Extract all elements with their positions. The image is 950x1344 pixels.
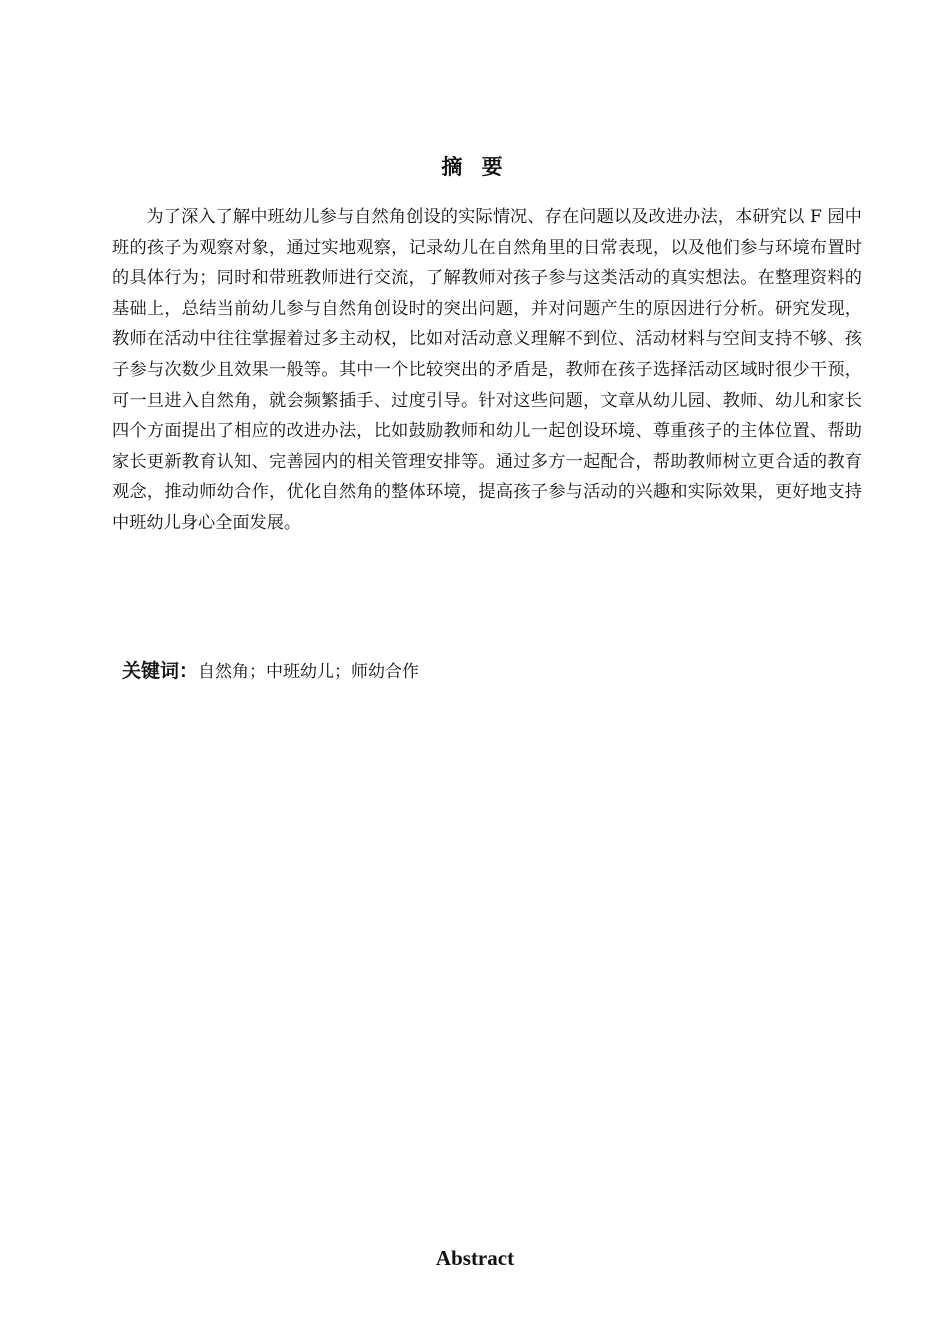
- abstract-body: 为了深入了解中班幼儿参与自然角创设的实际情况、存在问题以及改进办法，本研究以 F 园中班的孩子为观察对象，通过实地观察，记录幼儿在自然角里的日常表现，以及他们参与环境布置时的具体行为；同时和带班教师进行交流，了解教师对孩子参与这类活动的真实想法。在整理资料的基础上，总结当前幼儿参与自然角创设时的突出问题，并对问题产生的原因进行分析。研究发现，教师在活动中往往掌握着过多主动权，比如对活动意义理解不到位、活动材料与空间支持不够、孩子参与次数少且效果一般等。其中一个比较突出的矛盾是，教师在孩子选择活动区域时很少干预，可一旦进入自然角，就会频繁插手、过度引导。针对这些问题，文章从幼儿园、教师、幼儿和家长四个方面提出了相应的改进办法，比如鼓励教师和幼儿一起创设环境、尊重孩子的主体位置、帮助家长更新教育认知、完善园内的相关管理安排等。通过多方一起配合，帮助教师树立更合适的教育观念，推动师幼合作，优化自然角的整体环境，提高孩子参与活动的兴趣和实际效果，更好地支持中班幼儿身心全面发展。: [112, 207, 862, 533]
- keywords-label: 关键词：: [122, 660, 199, 682]
- english-abstract-title: Abstract: [435, 1246, 515, 1270]
- keywords-line: [122, 656, 862, 687]
- keywords-value: 自然角；中班幼儿；师幼合作: [198, 662, 420, 682]
- abstract-title: 摘 要: [441, 155, 509, 179]
